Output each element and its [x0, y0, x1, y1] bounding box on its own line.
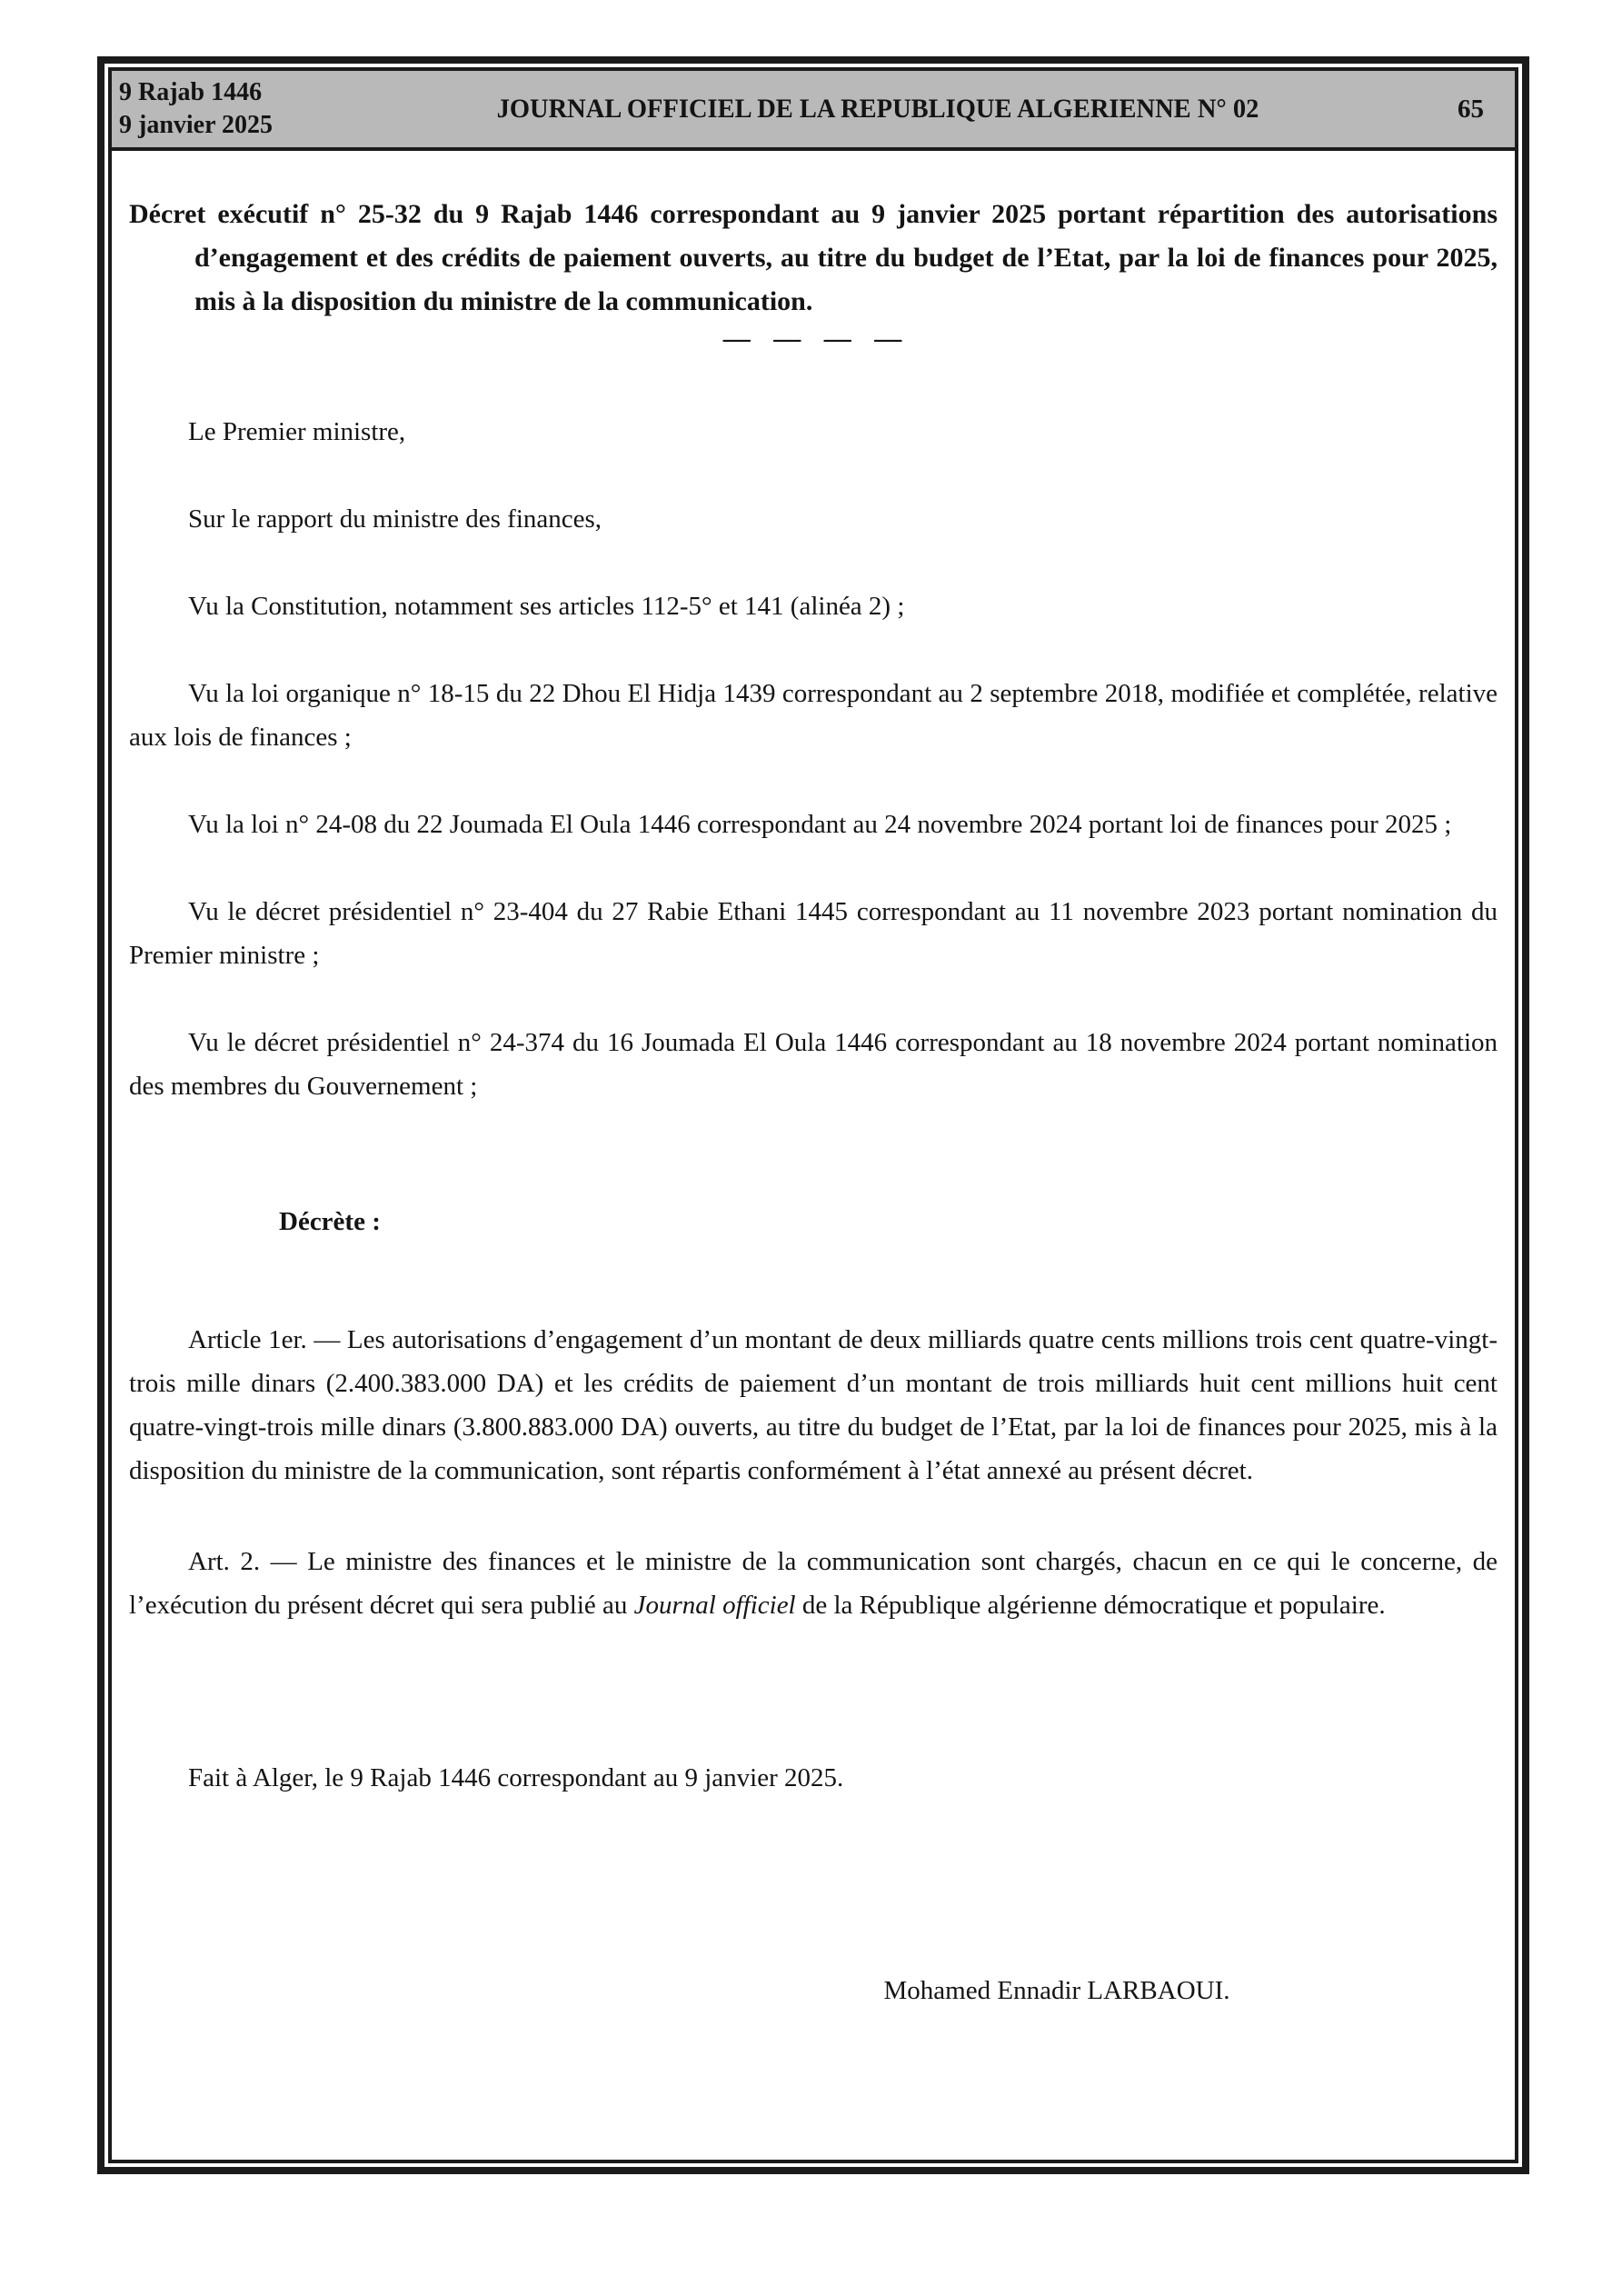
article-1: Article 1er. — Les autorisations d’engagement d’un montant de deux milliards quatre cents millions trois cent quatre-vingt-trois mille dinars (2.400.383.000 DA) et les crédits de paiement d’un montant de trois milliards huit cent millions huit cent quatre-vingt-trois mille dinars (3.800.883.000 DA) ouverts, au titre du budget de l’Etat, par la loi de finances pour 2025, mis à la disposition du ministre de la communication, sont répartis conformément à l’état annexé au présent décret.: [129, 1325, 1498, 1485]
separator-dashes: — — — —: [722, 324, 904, 354]
preamble-paragraph: Vu le décret présidentiel n° 23-404 du 27 Rabie Ethani 1445 correspondant au 11 novembre 2023 portant nomination du Premier ministre ;: [129, 897, 1498, 970]
page-number: 65: [1458, 94, 1484, 124]
signature-place-date: Fait à Alger, le 9 Rajab 1446 correspondant au 9 janvier 2025.: [188, 1763, 844, 1792]
preamble-paragraph: Vu la loi organique n° 18-15 du 22 Dhou El Hidja 1439 correspondant au 2 septembre 2018, modifiée et complétée, relative aux lois de finances ;: [129, 679, 1498, 752]
gregorian-date: 9 janvier 2025: [119, 111, 274, 139]
page-frame: [97, 56, 1529, 2174]
decrete-heading: Décrète :: [279, 1207, 381, 1236]
decree-title: Décret exécutif n° 25-32 du 9 Rajab 1446 correspondant au 9 janvier 2025 portant répartition des autorisations d’engagement et des crédits de paiement ouverts, au titre du budget de l’Etat, par la loi de finances pour 2025, mis à la disposition du ministre de la communication.: [129, 199, 1498, 316]
masthead: [112, 71, 1515, 151]
masthead-dates: [112, 76, 341, 142]
preamble-paragraph: Sur le rapport du ministre des finances,: [188, 504, 602, 534]
journal-officiel-italic: Journal officiel: [633, 1591, 796, 1620]
article-2: [129, 1540, 1498, 1627]
preamble-paragraph: Vu la Constitution, notamment ses articles 112-5° et 141 (alinéa 2) ;: [188, 592, 905, 621]
preamble-paragraph: Vu le décret présidentiel n° 24-374 du 16 Joumada El Oula 1446 correspondant au 18 novembre 2024 portant nomination des membres du Gouvernement ;: [129, 1028, 1498, 1101]
article-2-text-before: Art. 2. — Le ministre des finances et le ministre de la communication sont chargés, chacun en ce qui le concerne, de l’exécution du présent décret qui sera publié au: [129, 1547, 1498, 1620]
signatory-name: Mohamed Ennadir LARBAOUI.: [883, 1976, 1230, 2005]
preamble-paragraph: Le Premier ministre,: [188, 417, 406, 446]
journal-title: JOURNAL OFFICIEL DE LA REPUBLIQUE ALGERIENNE N° 02: [496, 94, 1259, 124]
preamble-paragraph: Vu la loi n° 24-08 du 22 Joumada El Oula 1446 correspondant au 24 novembre 2024 portant loi de finances pour 2025 ;: [188, 810, 1452, 839]
decree-body: [112, 193, 1515, 2012]
page-frame-inner: [108, 67, 1518, 2163]
article-2-text-after: de la République algérienne démocratique et populaire.: [795, 1591, 1386, 1620]
hijri-date: 9 Rajab 1446: [119, 78, 263, 106]
